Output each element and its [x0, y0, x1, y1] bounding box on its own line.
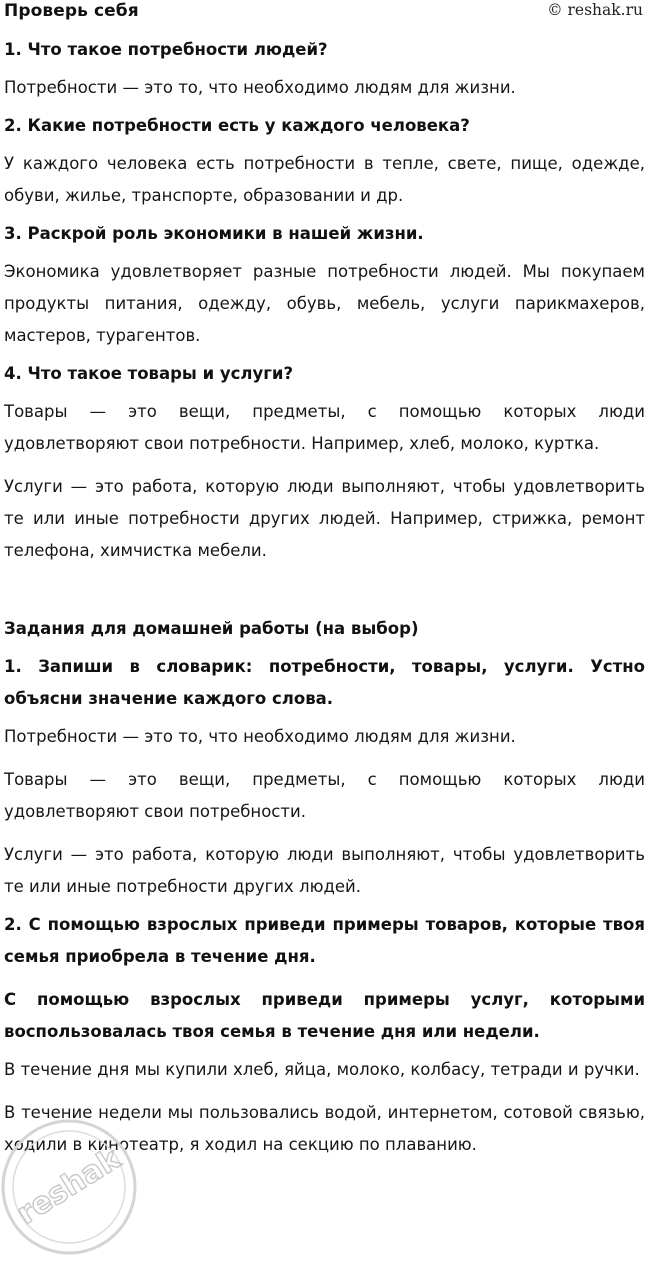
question-3: 3. Раскрой роль экономики в нашей жизни.	[4, 224, 424, 243]
homework-heading: Задания для домашней работы (на выбор)	[4, 619, 419, 638]
task-1-answer-services: Услуги — это работа, которую люди выполняют, чтобы удовлетворить те или иные потребности других людей.	[4, 845, 645, 896]
homework-section	[4, 613, 645, 1161]
answer-1: Потребности — это то, что необходимо людям для жизни.	[4, 78, 516, 97]
answer-4-goods: Товары — это вещи, предметы, с помощью которых люди удовлетворяют свои потребности. Например, хлеб, молоко, куртка.	[4, 402, 645, 453]
question-1: 1. Что такое потребности людей?	[4, 40, 328, 59]
page-title: Проверь себя	[4, 1, 139, 21]
task-2-answer-week: В течение недели мы пользовались водой, интернетом, сотовой связью, ходили в кинотеатр, я ходил на секцию по плаванию.	[4, 1103, 645, 1154]
task-1-answer-needs: Потребности — это то, что необходимо людям для жизни.	[4, 727, 516, 746]
answer-4-services: Услуги — это работа, которую люди выполняют, чтобы удовлетворить те или иные потребности других людей. Например, стрижка, ремонт телефона, химчистка мебели.	[4, 477, 645, 560]
question-2: 2. Какие потребности есть у каждого человека?	[4, 116, 470, 135]
task-2-answer-day: В течение дня мы купили хлеб, яйца, молоко, колбасу, тетради и ручки.	[4, 1060, 640, 1079]
copyright-label: © reshak.ru	[547, 1, 643, 19]
homework-task-2-services: С помощью взрослых приведи примеры услуг, которыми воспользовалась твоя семья в течение дня или недели.	[4, 990, 645, 1041]
homework-task-1: 1. Запиши в словарик: потребности, товары, услуги. Устно объясни значение каждого слова.	[4, 657, 645, 708]
question-4: 4. Что такое товары и услуги?	[4, 364, 294, 383]
watermark-text: reshak	[10, 1141, 127, 1232]
answer-2: У каждого человека есть потребности в тепле, свете, пище, одежде, обуви, жилье, транспорте, образовании и др.	[4, 154, 645, 205]
task-1-answer-goods: Товары — это вещи, предметы, с помощью которых люди удовлетворяют свои потребности.	[4, 770, 645, 821]
answer-3: Экономика удовлетворяет разные потребности людей. Мы покупаем продукты питания, одежду, обувь, мебель, услуги парикмахеров, мастеров, турагентов.	[4, 262, 645, 345]
header	[4, 0, 645, 28]
check-yourself-section	[4, 34, 645, 567]
homework-task-2-goods: 2. С помощью взрослых приведи примеры товаров, которые твоя семья приобрела в течение дня.	[4, 915, 645, 966]
